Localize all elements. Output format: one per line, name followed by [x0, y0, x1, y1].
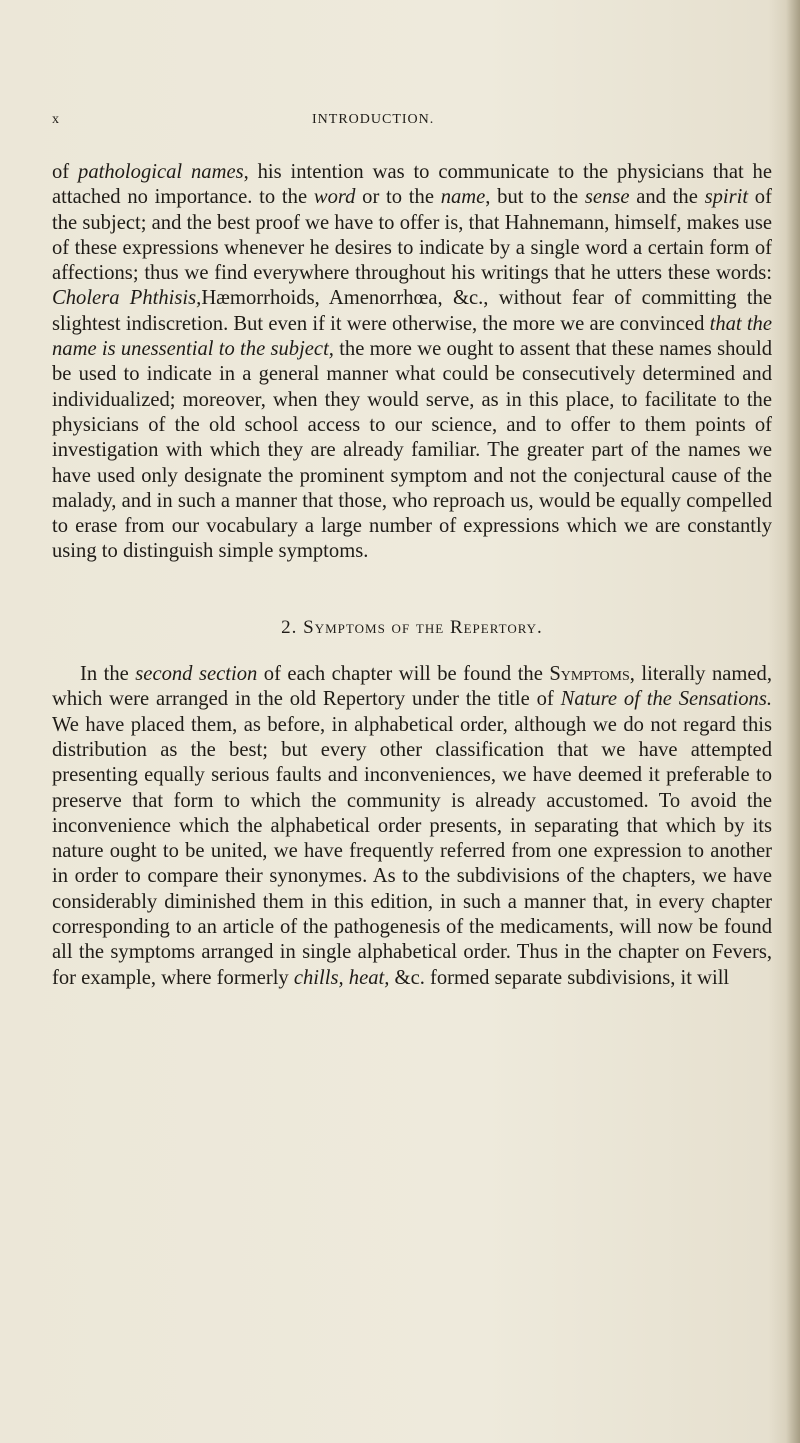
italic-run: sense [584, 186, 630, 209]
text-run: of each chapter will be found the [257, 663, 550, 686]
italic-run: spirit [704, 186, 749, 209]
section-heading: 2. Symptoms of the Repertory. [281, 616, 543, 638]
page-edge-shadow [786, 0, 800, 1443]
text-run: or to the [355, 186, 441, 209]
text-run: , his intention was to communicate to the physicians that he attached no importance. to the [52, 161, 772, 209]
italic-run: Nature of the Sensations. [560, 688, 772, 711]
text-run: Hæmorrhoids, Amenorrhœa, &c., without fear of committing the slightest indiscretion. But even if it were otherwise, the more we are convinced [52, 287, 773, 335]
page-body [52, 160, 772, 991]
italic-run: chills, heat, [293, 966, 390, 989]
text-run: the more we ought to assent that these names should be used to indicate in a general manner what could be consecutively determined and individualized; moreover, when they would serve, as in this place, to facilitate to the physicians of the old school access to our science, and to offer to them points of investigation with which they are already familiar. The greater part of the names we have used only designate the prominent symptom and not the conjectural cause of the malady, and in such a manner that those, who reproach us, would be equally compelled to erase from our vocabulary a large number of expressions which we are constantly using to distinguish simple symptoms. [52, 338, 772, 563]
page-number: x [52, 112, 60, 127]
italic-run: second section [135, 663, 258, 686]
text-run: In the [80, 663, 136, 686]
italic-run: name [440, 186, 486, 209]
text-run: of [52, 161, 79, 183]
text-run: and the [629, 186, 705, 209]
paragraph-symptoms-of-repertory [52, 662, 772, 991]
text-run: We have placed them, as before, in alphabetical order, although we do not regard this distribution as the best; but every other classification that we have attempted presenting equally serious faults and inconveniences, we have deemed it preferable to preserve that form to which the community is already accustomed. To avoid the inconvenience which the alphabetical order presents, in separating that which by its nature ought to be united, we have frequently referred from one expression to another in order to compare their synonymes. As to the subdivisions of the chapters, we have considerably diminished them in this edition, in such a manner that, in every chapter corresponding to an article of the pathogenesis of the medicaments, will now be found all the symptoms arranged in single alphabetical order. Thus in the chapter on Fevers, for example, where formerly [52, 713, 772, 989]
text-run: &c. formed separate subdivisions, it will [389, 966, 730, 989]
small-caps-run: Symptoms [549, 663, 630, 686]
italic-run: pathological names [78, 161, 244, 183]
text-run: , literally named, which were arranged in the old Repertory under the title of [52, 663, 773, 711]
running-head: INTRODUCTION. [312, 112, 435, 127]
italic-run: word [313, 186, 356, 209]
italic-run: that the name is unessential to the subject, [52, 312, 772, 361]
italic-run: Cholera Phthisis, [52, 287, 202, 310]
text-run: , but to the [485, 186, 585, 209]
paragraph-pathological-names [52, 160, 772, 565]
text-run: of the subject; and the best proof we have to offer is, that Hahnemann, himself, makes use of these expressions whenever he desires to indicate by a single word a certain form of affections; thus we find everywhere throughout his writings that he utters these words: [52, 186, 772, 285]
